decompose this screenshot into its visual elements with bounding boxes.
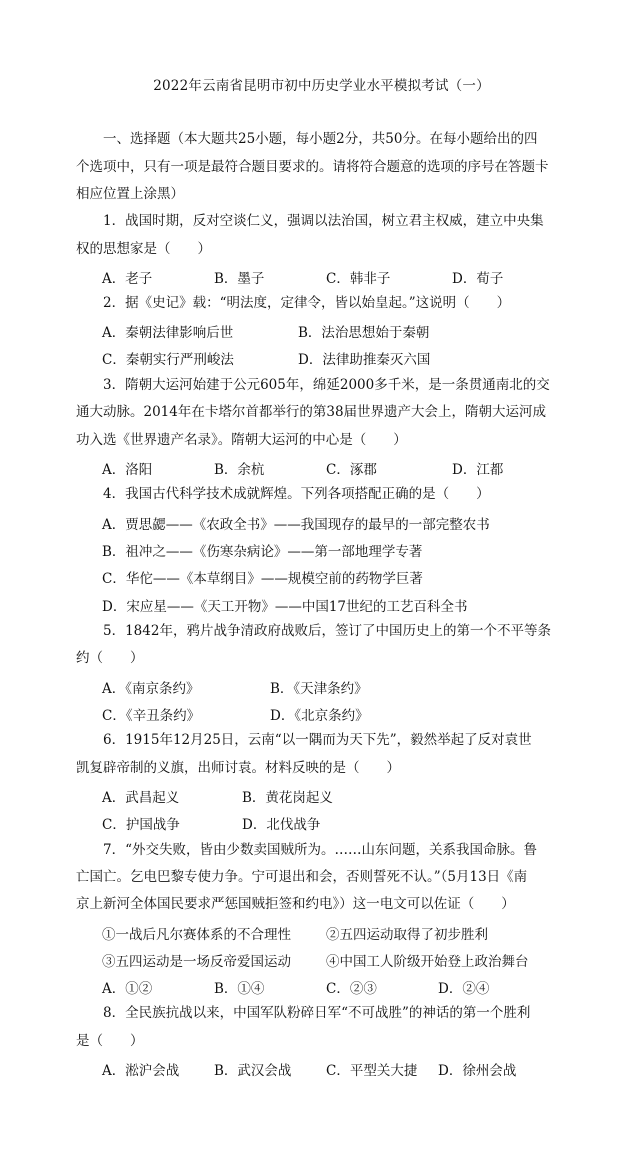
statement-1: ①一战后凡尔赛体系的不合理性 — [102, 927, 291, 943]
option-d: D．法律助推秦灭六国 — [298, 352, 431, 368]
option-b: B．黄花岗起义 — [242, 790, 333, 806]
question-2-stem: 2．据《史记》载：“明法度，定律令，皆以始皇起。”这说明（ ） — [103, 295, 511, 311]
section-instructions-line3: 相应位置上涂黑） — [76, 186, 184, 202]
option-d: D．宋应星——《天工开物》——中国17世纪的工艺百科全书 — [102, 599, 468, 615]
option-c: C．平型关大捷 — [326, 1063, 418, 1079]
question-3-stem: 3．隋朝大运河始建于公元605年，绵延2000多千米，是一条贯通南北的交 — [103, 377, 550, 393]
option-d: D．《北京条约》 — [270, 708, 369, 724]
option-c: C．韩非子 — [326, 271, 391, 287]
option-d: D．荀子 — [452, 271, 504, 287]
question-6-stem-cont: 凯复辟帝制的义旗，出师讨袁。材料反映的是（ ） — [76, 760, 400, 776]
question-1-stem-cont: 权的思想家是（ ） — [76, 241, 211, 257]
option-b: B．法治思想始于秦朝 — [298, 325, 430, 341]
question-3-stem-cont2: 功入选《世界遗产名录》。隋朝大运河的中心是（ ） — [76, 432, 407, 448]
question-4-stem: 4．我国古代科学技术成就辉煌。下列各项搭配正确的是（ ） — [103, 486, 490, 502]
option-b: B．武汉会战 — [214, 1063, 292, 1079]
option-c: C．护国战争 — [102, 817, 180, 833]
option-b: B．①④ — [214, 981, 265, 997]
option-b: B．《天津条约》 — [270, 681, 368, 697]
option-a: A．①② — [102, 981, 153, 997]
option-a: A．贾思勰——《农政全书》——我国现存的最早的一部完整农书 — [102, 517, 490, 533]
option-d: D．北伐战争 — [242, 817, 321, 833]
section-instructions-line1: 一、选择题（本大题共25小题，每小题2分，共50分。在每小题给出的四 — [103, 131, 538, 147]
option-b: B．祖冲之——《伤寒杂病论》——第一部地理学专著 — [102, 544, 423, 560]
question-5-stem-cont: 约（ ） — [76, 650, 144, 666]
statement-4: ④中国工人阶级开始登上政治舞台 — [326, 954, 529, 970]
question-1-stem: 1．战国时期，反对空谈仁义，强调以法治国，树立君主权威，建立中央集 — [103, 213, 544, 229]
statement-2: ②五四运动取得了初步胜利 — [326, 927, 488, 943]
question-8-stem-cont: 是（ ） — [76, 1033, 144, 1049]
option-a: A．淞沪会战 — [102, 1063, 180, 1079]
option-b: B．余杭 — [214, 462, 265, 478]
option-c: C．涿郡 — [326, 462, 377, 478]
option-d: D．②④ — [438, 981, 490, 997]
option-a: A．洛阳 — [102, 462, 153, 478]
section-instructions-line2: 个选项中，只有一项是最符合题目要求的。请将符合题意的选项的序号在答题卡 — [76, 159, 549, 175]
option-c: C．《辛丑条约》 — [102, 708, 201, 724]
option-d: D．徐州会战 — [438, 1063, 517, 1079]
question-7-stem-cont1: 亡国亡。乞电巴黎专使力争。宁可退出和会，否则誓死不认。”（5月13日《南 — [76, 869, 528, 885]
page-title: 2022年云南省昆明市初中历史学业水平模拟考试（一） — [153, 78, 490, 94]
option-a: A．武昌起义 — [102, 790, 180, 806]
question-7-stem-cont2: 京上新河全体国民要求严惩国贼拒签和约电》）这一电文可以佐证（ ） — [76, 896, 515, 912]
question-3-stem-cont1: 通大动脉。2014年在卡塔尔首都举行的第38届世界遗产大会上，隋朝大运河成 — [76, 404, 547, 420]
option-c: C．华佗——《本草纲目》——规模空前的药物学巨著 — [102, 571, 423, 587]
question-7-stem: 7．“外交失败，皆由少数卖国贼所为。……山东问题，关系我国命脉。鲁 — [103, 842, 537, 858]
option-d: D．江都 — [452, 462, 504, 478]
question-6-stem: 6．1915年12月25日，云南“以一隅而为天下先”，毅然举起了反对袁世 — [103, 732, 532, 748]
option-a: A．老子 — [102, 271, 153, 287]
option-a: A．《南京条约》 — [102, 681, 200, 697]
statement-3: ③五四运动是一场反帝爱国运动 — [102, 954, 291, 970]
option-c: C．秦朝实行严刑峻法 — [102, 352, 234, 368]
question-5-stem: 5．1842年，鸦片战争清政府战败后，签订了中国历史上的第一个不平等条 — [103, 623, 551, 639]
option-b: B．墨子 — [214, 271, 265, 287]
question-8-stem: 8．全民族抗战以来，中国军队粉碎日军“不可战胜”的神话的第一个胜利 — [103, 1005, 531, 1021]
option-a: A．秦朝法律影响后世 — [102, 325, 234, 341]
option-c: C．②③ — [326, 981, 377, 997]
